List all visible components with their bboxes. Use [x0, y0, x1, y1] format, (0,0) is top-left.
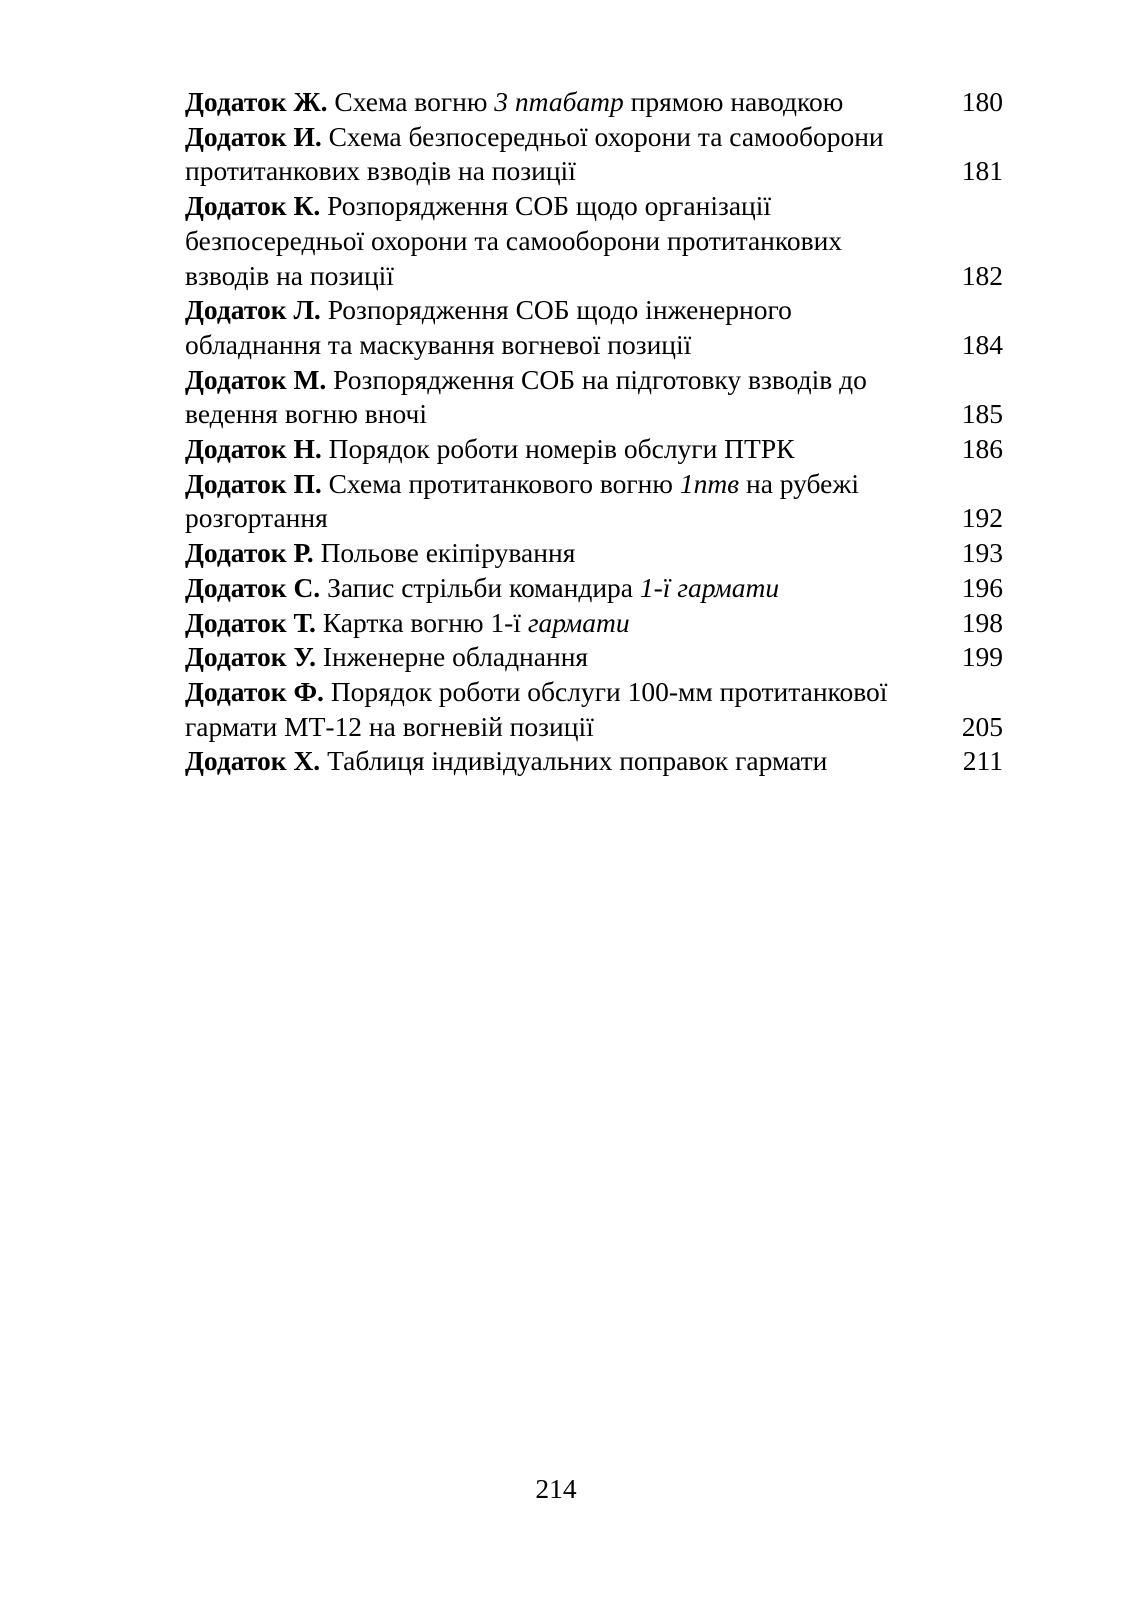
title-text: Схема вогню — [327, 86, 495, 117]
appendix-label: Додаток И. — [185, 120, 322, 152]
title-text: взводів на позиції — [185, 259, 394, 291]
toc-entry[interactable] — [185, 432, 1003, 467]
appendix-label: Додаток Н. — [185, 433, 322, 465]
appendix-label: Додаток Ж. — [185, 86, 328, 117]
title-text: Порядок роботи номерів обслуги ПТРК — [321, 433, 795, 465]
title-text: Порядок роботи обслуги 100-мм протитанкової — [323, 675, 888, 707]
italic-text: 3 птабатр — [494, 86, 624, 117]
toc-entry-text — [185, 501, 328, 536]
appendix-label: Додаток Х. — [185, 745, 321, 777]
toc-page-number: 184 — [961, 328, 1003, 360]
toc-entry-text — [185, 606, 630, 641]
appendix-label: Додаток Р. — [185, 537, 314, 569]
toc-entry-text — [185, 536, 575, 571]
toc-entry-text — [185, 293, 792, 328]
toc-entry[interactable] — [185, 189, 1003, 293]
toc-entry-text — [185, 328, 691, 363]
toc-page-number: 185 — [961, 398, 1003, 430]
toc-entry-line — [185, 710, 1003, 745]
toc-entry-line — [185, 640, 1003, 675]
title-text: Розпорядження СОБ щодо інженерного — [320, 294, 792, 326]
toc-entry-line — [185, 224, 1003, 259]
dot-leader — [597, 710, 959, 745]
toc-entry-line — [185, 467, 1003, 502]
toc-entry-line — [185, 259, 1003, 294]
dot-leader — [578, 536, 958, 571]
title-text: ведення вогню вночі — [185, 398, 427, 430]
toc-page-number: 180 — [961, 86, 1003, 117]
toc-entry-line — [185, 397, 1003, 432]
toc-entry-text — [185, 675, 887, 710]
title-text: Інженерне обладнання — [316, 641, 589, 673]
toc-entry[interactable] — [185, 467, 1003, 536]
toc-entry-text — [185, 85, 843, 120]
title-text: Польове екіпірування — [313, 537, 576, 569]
dot-leader — [830, 744, 959, 779]
appendix-label: Додаток П. — [185, 467, 322, 499]
toc-entry-text — [185, 154, 576, 189]
title-text: на рубежі — [739, 467, 860, 499]
toc-entry-text — [185, 397, 427, 432]
title-text: гармати МТ-12 на вогневій позиції — [185, 710, 594, 742]
toc-entry-text — [185, 744, 827, 779]
toc-entry[interactable] — [185, 536, 1003, 571]
dot-leader — [579, 154, 959, 189]
toc-page-number: 182 — [961, 259, 1003, 291]
toc-page-number: 192 — [961, 502, 1003, 534]
dot-leader — [633, 606, 959, 641]
toc-entry-text — [185, 120, 884, 155]
toc-page-number: 198 — [961, 606, 1003, 638]
toc-entry-text — [185, 224, 842, 259]
toc-page-number: 193 — [961, 537, 1003, 569]
toc-entry-line — [185, 85, 1003, 120]
toc-entry[interactable] — [185, 120, 1003, 189]
toc-page-number: 199 — [961, 641, 1003, 673]
toc-page-number: 196 — [961, 571, 1003, 603]
toc-entry[interactable] — [185, 744, 1003, 779]
title-text: Розпорядження СОБ щодо організації — [320, 190, 772, 222]
toc-page-number: 205 — [961, 710, 1003, 742]
italic-text: 1птв — [679, 467, 740, 499]
dot-leader — [782, 571, 959, 606]
dot-leader — [591, 640, 959, 675]
toc-entry-text — [185, 432, 794, 467]
appendix-label: Додаток К. — [185, 190, 321, 222]
dot-leader — [331, 501, 959, 536]
appendix-label: Додаток Л. — [185, 294, 321, 326]
dot-leader — [846, 85, 958, 120]
toc-entry-line — [185, 501, 1003, 536]
appendix-label: Додаток М. — [185, 363, 327, 395]
toc-page-number: 211 — [962, 745, 1003, 777]
toc-entry-text — [185, 189, 771, 224]
title-text: прямою наводкою — [623, 86, 844, 117]
title-text: обладнання та маскування вогневої позиції — [185, 328, 692, 360]
dot-leader — [694, 328, 958, 363]
dot-leader — [397, 259, 959, 294]
toc-entry[interactable] — [185, 640, 1003, 675]
toc-entry[interactable] — [185, 363, 1003, 432]
appendix-label: Додаток С. — [185, 571, 321, 603]
title-text: Схема безпосередньої охорони та самооборони — [321, 120, 884, 152]
table-of-contents — [185, 85, 1003, 779]
toc-entry-text — [185, 259, 394, 294]
toc-entry-line — [185, 328, 1003, 363]
title-text: протитанкових взводів на позиції — [185, 155, 576, 187]
toc-entry-line — [185, 432, 1003, 467]
italic-text: гармати — [527, 606, 630, 638]
appendix-label: Додаток Ф. — [185, 675, 324, 707]
title-text: Таблиця індивідуальних поправок гармати — [320, 745, 828, 777]
toc-entry-line — [185, 744, 1003, 779]
toc-entry-text — [185, 363, 867, 398]
appendix-label: Додаток У. — [185, 641, 317, 673]
toc-entry-line — [185, 363, 1003, 398]
toc-entry[interactable] — [185, 606, 1003, 641]
title-text: Розпорядження СОБ на підготовку взводів до — [326, 363, 867, 395]
appendix-label: Додаток Т. — [185, 606, 316, 638]
toc-entry[interactable] — [185, 293, 1003, 362]
toc-entry-line — [185, 189, 1003, 224]
toc-entry-line — [185, 536, 1003, 571]
toc-entry-line — [185, 675, 1003, 710]
title-text: розгортання — [185, 502, 328, 534]
toc-entry-line — [185, 293, 1003, 328]
toc-entry-line — [185, 120, 1003, 155]
toc-entry-text — [185, 640, 588, 675]
toc-entry-text — [185, 710, 594, 745]
dot-leader — [430, 397, 959, 432]
italic-text: 1-ї гармати — [639, 571, 780, 603]
toc-entry[interactable] — [185, 571, 1003, 606]
toc-entry-line — [185, 606, 1003, 641]
toc-page-number: 186 — [961, 433, 1003, 465]
toc-entry-line — [185, 571, 1003, 606]
toc-entry[interactable] — [185, 85, 1003, 120]
toc-entry-text — [185, 571, 779, 606]
dot-leader — [797, 432, 958, 467]
toc-entry-line — [185, 154, 1003, 189]
title-text: безпосередньої охорони та самооборони протитанкових — [185, 224, 843, 256]
title-text: Запис стрільби командира — [320, 571, 640, 603]
title-text: Картка вогню 1-ї — [315, 606, 528, 638]
toc-entry[interactable] — [185, 675, 1003, 744]
toc-entry-text — [185, 467, 859, 502]
title-text: Схема протитанкового вогню — [321, 467, 680, 499]
page-number: 214 — [535, 1473, 577, 1504]
toc-page-number: 181 — [961, 155, 1003, 187]
